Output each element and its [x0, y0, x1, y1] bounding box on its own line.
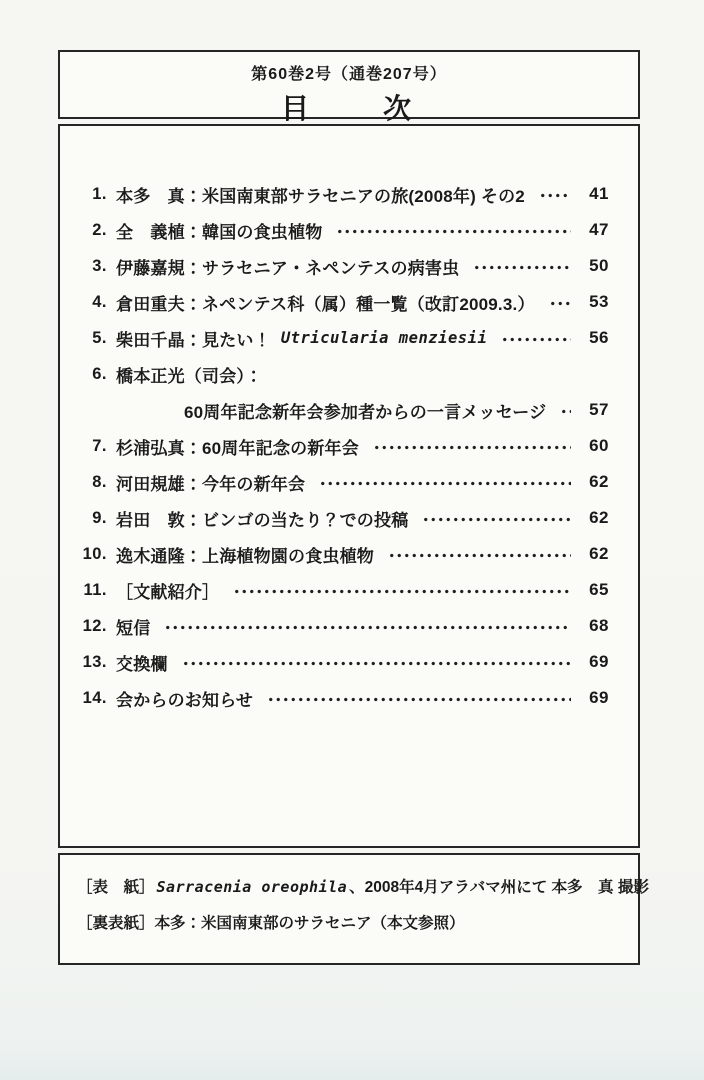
toc-item-number: 4.	[92, 292, 107, 311]
issue-number: 第60巻2号（通巻207号）	[251, 66, 447, 83]
dot-leader	[180, 644, 571, 680]
dot-leader	[471, 248, 571, 284]
toc-item-title: 会からのお知らせ	[116, 690, 254, 710]
toc-item-3	[60, 248, 638, 284]
toc-item-title: ［文献紹介］	[116, 582, 220, 602]
toc-item-4	[60, 284, 638, 320]
dot-leader	[274, 356, 571, 392]
toc-item-6-continued	[60, 392, 638, 428]
toc-item-number: 14.	[82, 688, 107, 707]
front-cover-label: ［表 紙］	[77, 879, 155, 896]
toc-item-9	[60, 500, 638, 536]
toc-item-number: 13.	[82, 652, 107, 671]
toc-item-species-name: Utricularia menziesii	[280, 329, 488, 347]
toc-item-number: 6.	[92, 364, 107, 383]
toc-item-number: 9.	[92, 508, 107, 527]
toc-item-page: 47	[589, 220, 609, 239]
dot-leader	[537, 176, 571, 212]
toc-item-title: 伊藤嘉規：サラセニア・ネペンテスの病害虫	[116, 258, 460, 278]
toc-item-title: 杉浦弘真：60周年記念の新年会	[116, 438, 359, 458]
toc-item-title: 逸木通隆：上海植物園の食虫植物	[116, 546, 374, 566]
toc-item-page: 69	[589, 652, 609, 671]
toc-item-page: 57	[589, 400, 609, 419]
toc-item-page: 65	[589, 580, 609, 599]
front-cover-species-name: Sarracenia oreophila	[156, 878, 348, 896]
dot-leader	[317, 464, 571, 500]
toc-item-page: 41	[589, 184, 609, 203]
toc-item-title: 柴田千晶：見たい！	[116, 330, 271, 350]
toc-item-page: 62	[589, 472, 609, 491]
toc-item-number: 10.	[82, 544, 107, 563]
toc-item-number: 7.	[92, 436, 107, 455]
toc-item-title: 全 義植：韓国の食虫植物	[116, 222, 323, 242]
dot-leader	[547, 284, 571, 320]
dot-leader	[162, 608, 571, 644]
toc-item-7	[60, 428, 638, 464]
toc-item-title: 60周年記念新年会参加者からの一言メッセージ	[184, 402, 547, 422]
toc-item-page: 53	[589, 292, 609, 311]
toc-item-13	[60, 644, 638, 680]
toc-item-page: 68	[589, 616, 609, 635]
toc-item-1	[60, 176, 638, 212]
toc-item-5	[60, 320, 638, 356]
dot-leader	[386, 536, 571, 572]
toc-item-title: 倉田重夫：ネペンテス科（属）種一覧（改訂2009.3.）	[116, 294, 535, 314]
toc-item-number: 8.	[92, 472, 107, 491]
toc-item-number: 2.	[92, 220, 107, 239]
toc-item-page: 60	[589, 436, 609, 455]
toc-item-number: 3.	[92, 256, 107, 275]
dot-leader	[265, 680, 571, 716]
toc-item-title: 河田規雄：今年の新年会	[116, 474, 306, 494]
toc-item-title: 橋本正光（司会）：	[116, 366, 263, 386]
toc-item-number: 11.	[83, 580, 107, 599]
toc-item-page: 50	[589, 256, 609, 275]
cover-credits-box	[58, 853, 649, 965]
dot-leader	[499, 320, 571, 356]
dot-leader	[420, 500, 571, 536]
front-cover-credit	[77, 869, 649, 906]
toc-item-number: 5.	[92, 328, 107, 347]
toc-item-number: 1.	[92, 184, 107, 203]
header-box	[58, 50, 640, 124]
toc-item-10	[60, 536, 638, 572]
toc-item-12	[60, 608, 638, 644]
toc-item-8	[60, 464, 638, 500]
toc-item-page: 56	[589, 328, 609, 347]
toc-item-14	[60, 680, 638, 716]
toc-item-page: 62	[589, 508, 609, 527]
toc-item-number: 12.	[82, 616, 107, 635]
toc-list	[60, 126, 638, 716]
toc-item-title: 岩田 敦：ビンゴの当たり？での投稿	[116, 510, 409, 530]
toc-item-title: 交換欄	[116, 654, 168, 674]
front-cover-credit-text: 、2008年4月アラバマ州にて 本多 真 撮影	[349, 879, 649, 896]
dot-leader	[231, 572, 571, 608]
back-cover-credit: ［裏表紙］本多：米国南東部のサラセニア（本文参照）	[77, 915, 465, 932]
dot-leader	[334, 212, 571, 248]
toc-item-2	[60, 212, 638, 248]
page-title: 目 次	[280, 93, 417, 124]
toc-item-title: 短信	[116, 618, 151, 638]
toc-item-title: 本多 真：米国南東部サラセニアの旅(2008年) その2	[116, 186, 525, 206]
dot-leader	[558, 392, 571, 428]
toc-item-11	[60, 572, 638, 608]
toc-item-page: 69	[589, 688, 609, 707]
dot-leader	[371, 428, 571, 464]
toc-item-page: 62	[589, 544, 609, 563]
toc-item-6	[60, 356, 638, 392]
toc-box	[58, 124, 640, 848]
